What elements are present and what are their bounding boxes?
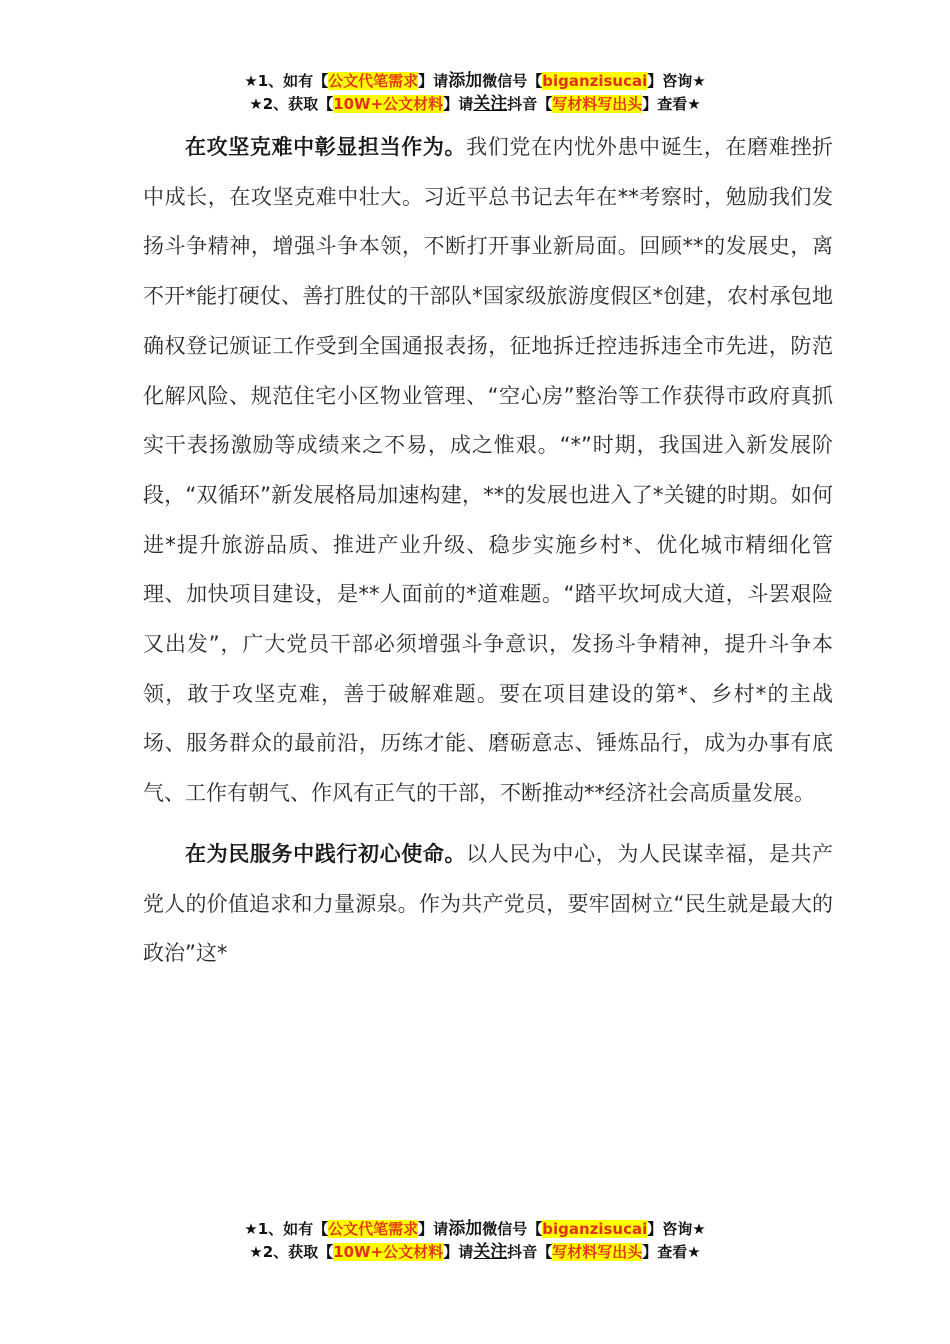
header-line-2-prefix: ★2、获取【 <box>249 95 334 113</box>
header-line-2 <box>0 93 950 116</box>
header-line-1-highlight-wechat: biganzisucai <box>542 72 648 90</box>
footer-line-1-prefix: ★1、如有【 <box>244 1220 329 1238</box>
header-line-1-emphasis: 添加 <box>448 71 483 91</box>
header-line-2-highlight-materials: 10W+公文材料 <box>333 95 444 113</box>
header-line-1-highlight-service: 公文代笔需求 <box>328 72 419 90</box>
paragraph-1-lead: 在攻坚克难中彰显担当作为。 <box>185 135 467 159</box>
footer-line-1-suffix: 】咨询★ <box>647 1220 706 1238</box>
footer-line-2-highlight-materials: 10W+公文材料 <box>333 1243 444 1261</box>
footer-line-2-suffix: 】查看★ <box>642 1243 701 1261</box>
header-line-1-mid: 】请 <box>418 72 449 90</box>
paragraph-2 <box>143 830 833 979</box>
header-line-2-mid-2: 抖音【 <box>507 95 553 113</box>
footer-line-2-mid: 】请 <box>443 1243 474 1261</box>
footer-line-2-prefix: ★2、获取【 <box>249 1243 334 1261</box>
footer-line-2-emphasis: 关注 <box>473 1242 508 1262</box>
header-line-2-mid: 】请 <box>443 95 474 113</box>
document-body <box>143 123 833 979</box>
footer-line-1-emphasis: 添加 <box>448 1219 483 1239</box>
header-line-2-emphasis: 关注 <box>473 94 508 114</box>
footer-line-1-mid: 】请 <box>418 1220 449 1238</box>
footer-line-1-highlight-service: 公文代笔需求 <box>328 1220 419 1238</box>
footer-line-2 <box>0 1241 950 1264</box>
paragraph-1-text: 我们党在内忧外患中诞生，在磨难挫折中成长，在攻坚克难中壮大。习近平总书记去年在**考察时，勉励我们发扬斗争精神，增强斗争本领，不断打开事业新局面。回顾**的发展史，离不开*能打硬仗、善打胜仗的干部队*国家级旅游度假区*创建，农村承包地确权登记颁证工作受到全国通报表扬，征地拆迁控违拆违全市先进，防范化解风险、规范住宅小区物业管理、“空心房”整治等工作获得市政府真抓实干表扬激励等成绩来之不易，成之惟艰。“*”时期，我国进入新发展阶段，“双循环”新发展格局加速构建，**的发展也进入了*关键的时期。如何进*提升旅游品质、推进产业升级、稳步实施乡村*、优化城市精细化管理、加快项目建设，是**人面前的*道难题。“踏平坎坷成大道，斗罢艰险又出发”，广大党员干部必须增强斗争意识，发扬斗争精神，提升斗争本领，敢于攻坚克难，善于破解难题。要在项目建设的第*、乡村*的主战场、服务群众的最前沿，历练才能、磨砺意志、锤炼品行，成为办事有底气、工作有朝气、作风有正气的干部，不断推动**经济社会高质量发展。 <box>143 135 834 806</box>
paragraph-1 <box>143 123 833 819</box>
header-line-1-prefix: ★1、如有【 <box>244 72 329 90</box>
footer-banner <box>0 1218 950 1264</box>
footer-line-1-mid-2: 微信号【 <box>482 1220 543 1238</box>
header-banner <box>0 70 950 116</box>
header-line-2-highlight-douyin: 写材料写出头 <box>552 95 643 113</box>
header-line-1-mid-2: 微信号【 <box>482 72 543 90</box>
header-line-1-suffix: 】咨询★ <box>647 72 706 90</box>
paragraph-2-lead: 在为民服务中践行初心使命。 <box>185 841 467 866</box>
footer-line-2-highlight-douyin: 写材料写出头 <box>552 1243 643 1261</box>
footer-line-2-mid-2: 抖音【 <box>507 1243 553 1261</box>
footer-line-1 <box>0 1218 950 1241</box>
footer-line-1-highlight-wechat: biganzisucai <box>542 1220 648 1238</box>
header-line-1 <box>0 70 950 93</box>
paragraph-2-text: 以人民为中心，为人民谋幸福，是共产党人的价值追求和力量源泉。作为共产党员，要牢固树立“民生就是最大的政治”这* <box>143 841 834 966</box>
header-line-2-suffix: 】查看★ <box>642 95 701 113</box>
